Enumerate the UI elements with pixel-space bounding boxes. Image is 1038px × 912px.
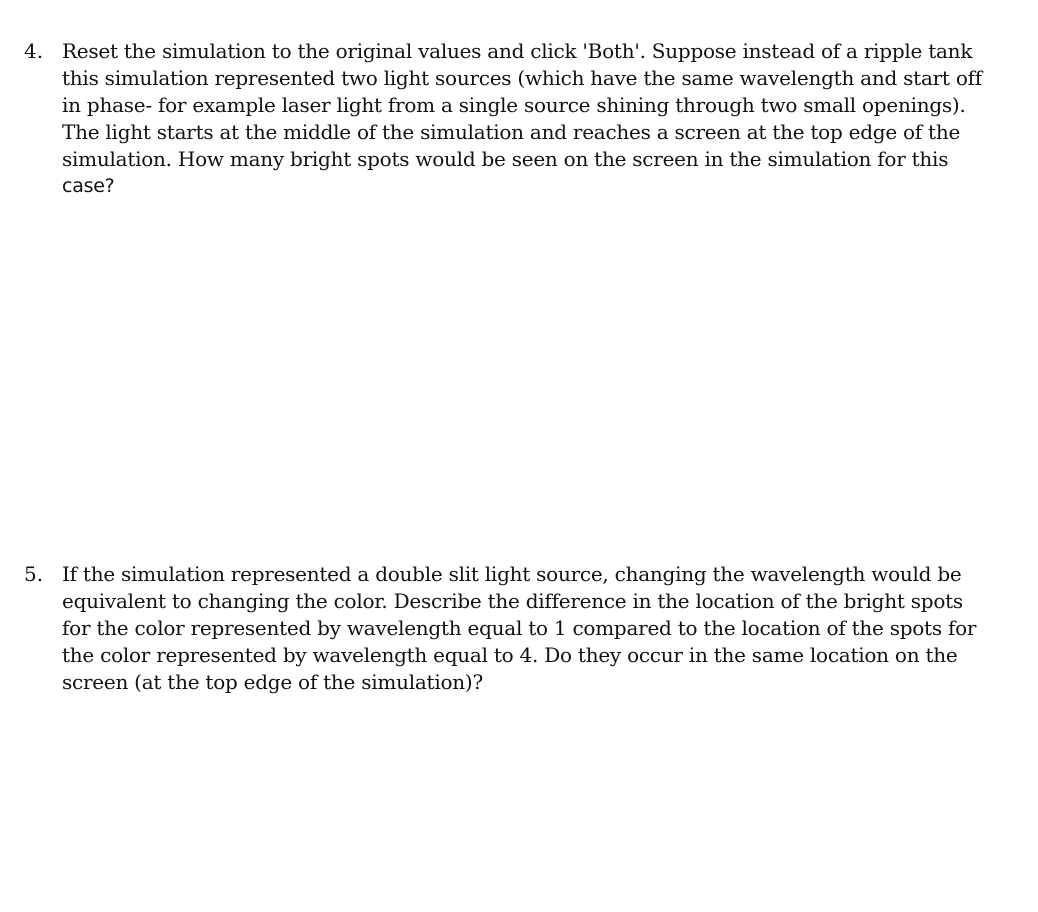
question-line: the color represented by wavelength equal to 4. Do they occur in the same location on the: [62, 643, 958, 667]
question-line: equivalent to changing the color. Describe the difference in the location of the bright spots: [62, 589, 963, 613]
question-line: simulation. How many bright spots would be seen on the screen in the simulation for this: [62, 147, 949, 171]
question-number: 5.: [24, 562, 44, 586]
question-text: [62, 561, 977, 696]
question-line: Reset the simulation to the original values and click 'Both'. Suppose instead of a ripple tank: [62, 39, 973, 63]
question-line: If the simulation represented a double slit light source, changing the wavelength would be: [62, 562, 962, 586]
question-line: this simulation represented two light sources (which have the same wavelength and start off: [62, 66, 982, 90]
question-line: screen (at the top edge of the simulation)?: [62, 670, 483, 694]
question-line: for the color represented by wavelength equal to 1 compared to the location of the spots for: [62, 616, 977, 640]
question-line: case?: [62, 175, 115, 197]
question-text: [62, 38, 982, 200]
question-line: The light starts at the middle of the simulation and reaches a screen at the top edge of the: [62, 120, 961, 144]
question-line: in phase- for example laser light from a single source shining through two small openings).: [62, 93, 966, 117]
question-number: 4.: [24, 39, 44, 63]
